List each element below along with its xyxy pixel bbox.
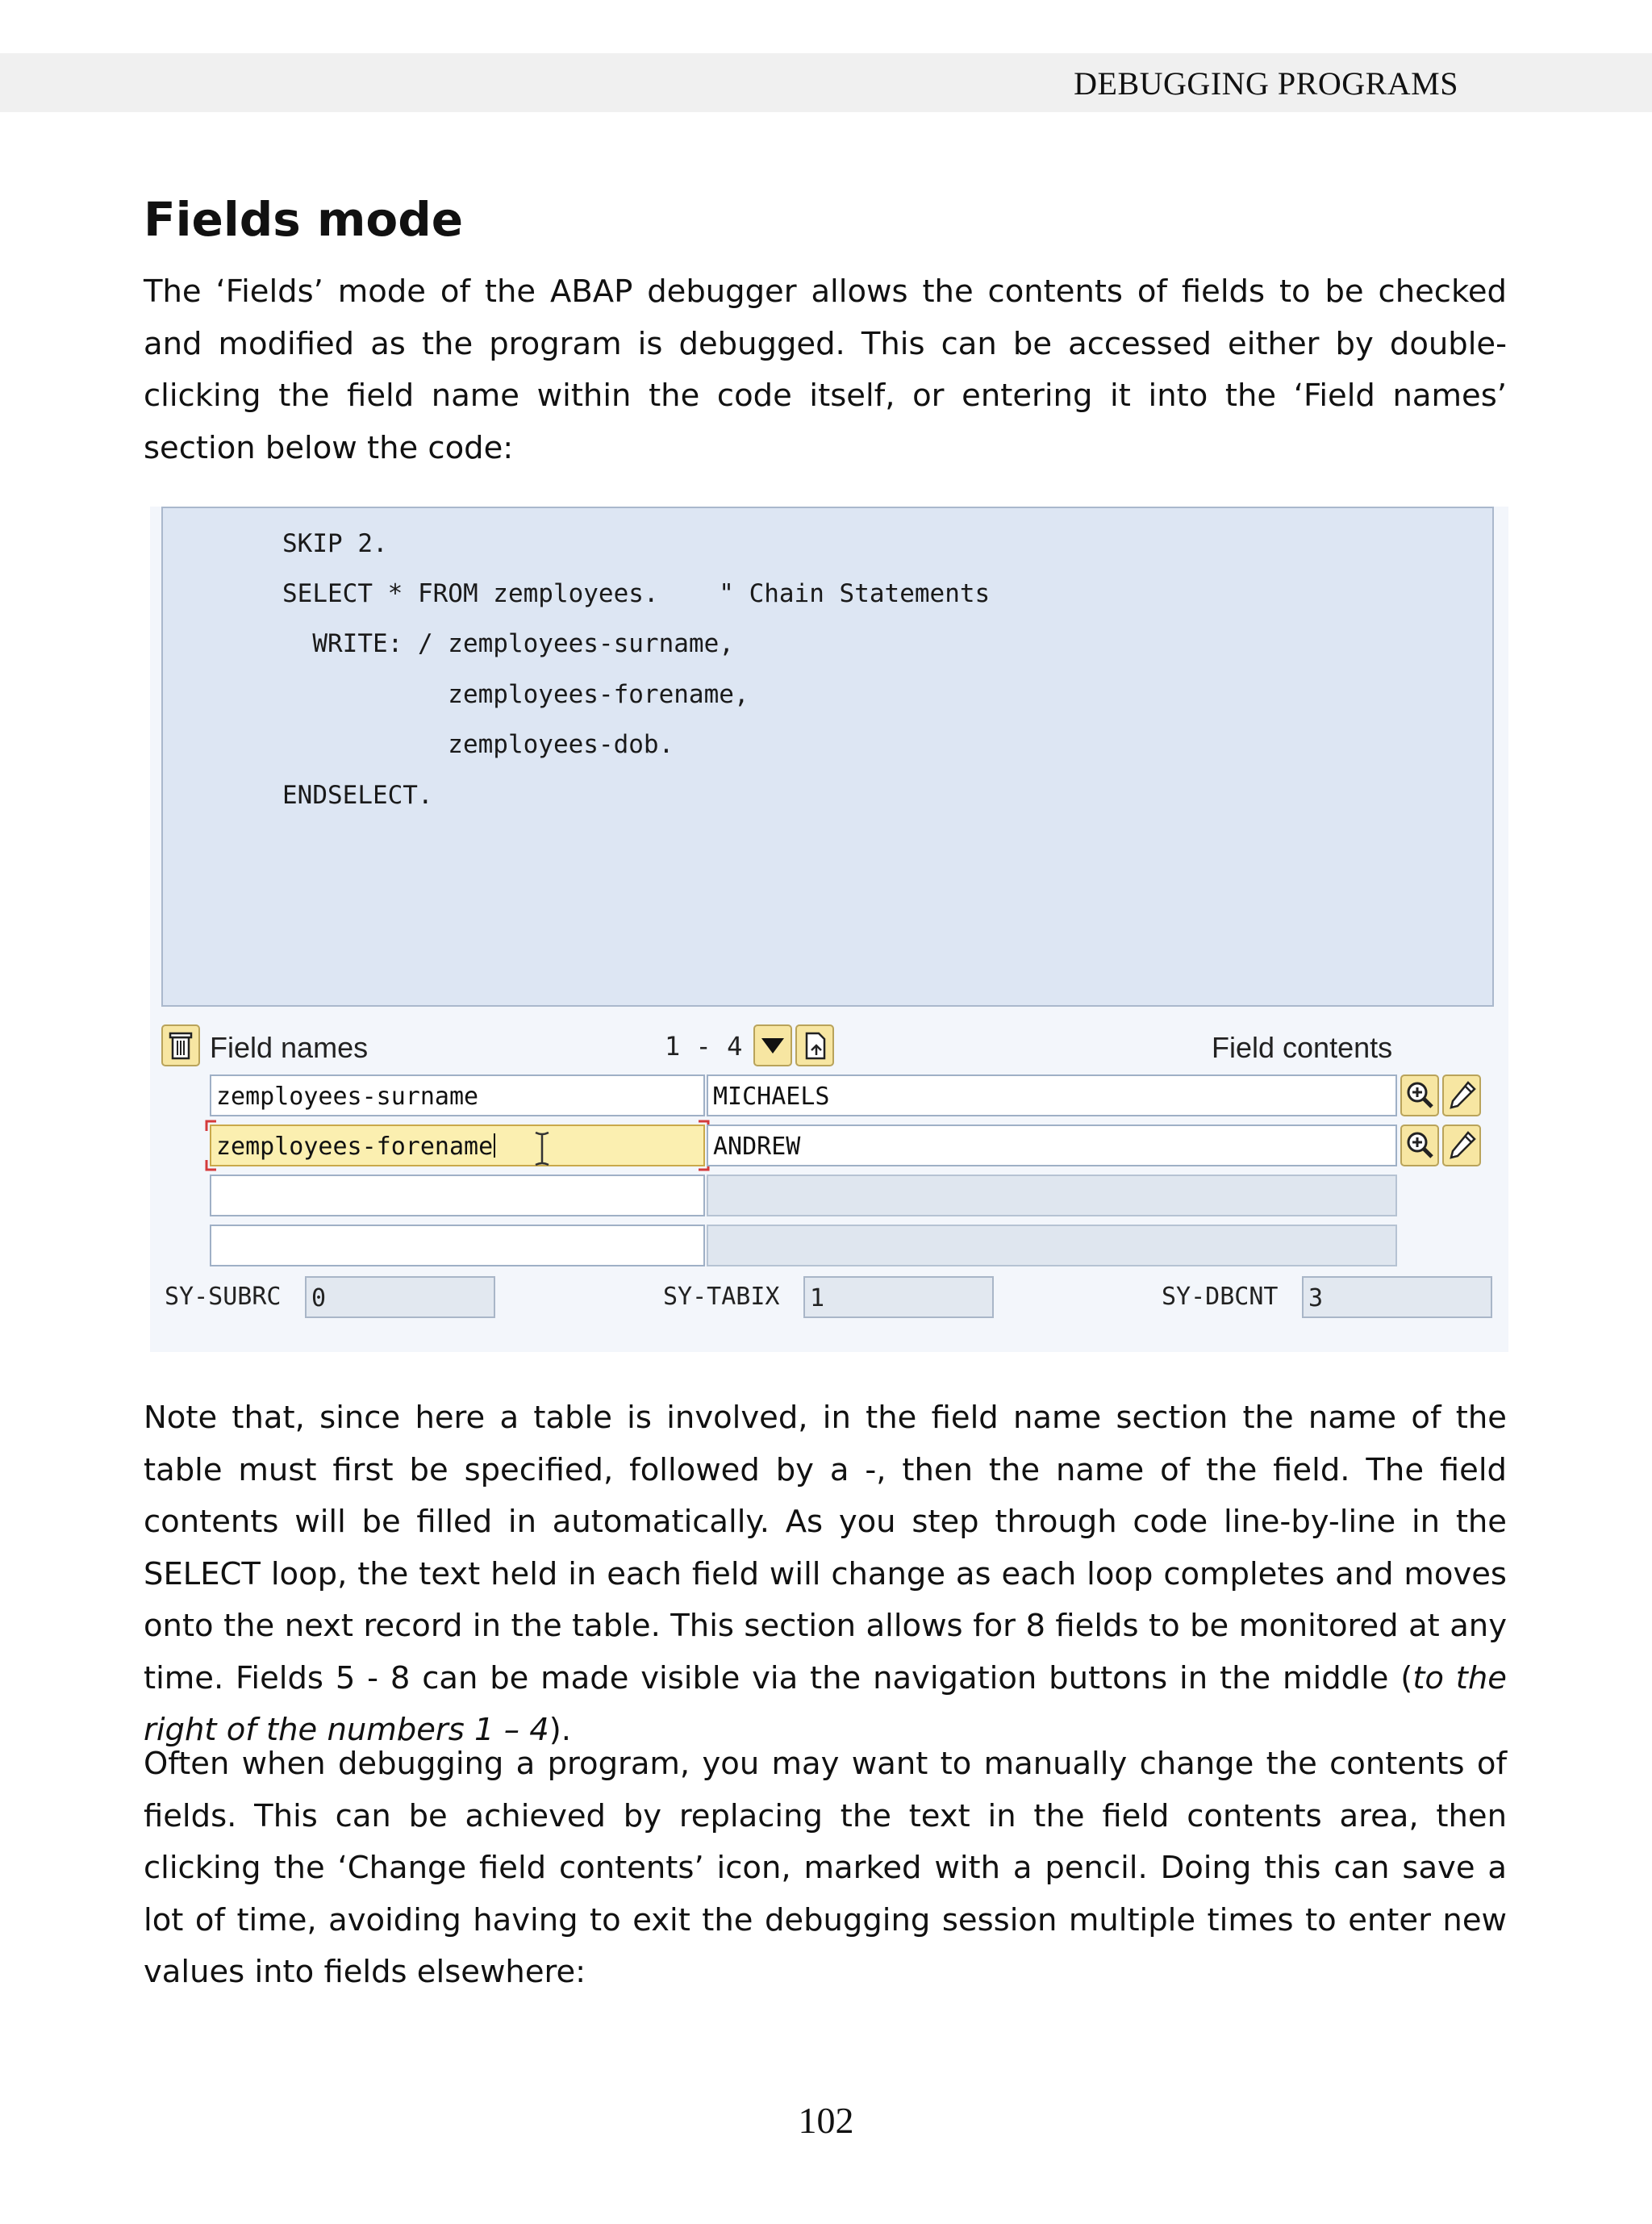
page-number: 102 [798, 2100, 854, 2141]
running-title: DEBUGGING PROGRAMS [1074, 65, 1458, 102]
sy-tabix-label: SY-TABIX [663, 1283, 780, 1311]
sy-dbcnt-label: SY-DBCNT [1162, 1283, 1279, 1311]
range-label: 1 - 4 [665, 1031, 743, 1062]
trash-icon[interactable] [161, 1024, 200, 1066]
i-beam-cursor-icon [532, 1131, 552, 1166]
running-header [0, 53, 1652, 112]
change-contents-paragraph: Often when debugging a program, you may want to manually change the contents of fields. This can be achieved by replacing the text in the field contents area, then clicking the ‘Change field contents’ icon, marked with a pencil. Doing this can save a lot of time, avoiding having to exit the debugging session multiple times to enter new values into fields elsewhere: [144, 1746, 1507, 1990]
field-name-text: zemployees-forename [216, 1133, 494, 1161]
pencil-icon[interactable] [1442, 1074, 1481, 1116]
code-editor-pane [161, 507, 1494, 1007]
code-line: zemployees-dob. [282, 730, 674, 759]
code-line: SELECT * FROM zemployees. " Chain Statements [282, 579, 991, 608]
pencil-icon[interactable] [1442, 1125, 1481, 1166]
sy-tabix-value: 1 [803, 1276, 994, 1318]
field-value-input [707, 1175, 1397, 1216]
field-name-input[interactable] [210, 1175, 705, 1216]
note-text-italic: to the right of the numbers 1 – 4 [144, 1659, 1507, 1748]
code-line: SKIP 2. [282, 529, 388, 558]
sy-subrc-value: 0 [305, 1276, 495, 1318]
intro-paragraph: The ‘Fields’ mode of the ABAP debugger allows the contents of fields to be checked and modified as the program is debugged. This can be accessed either by double-clicking the field name within the code itself, or entering it into the ‘Field names’ section below the code: [144, 273, 1507, 466]
down-arrow-icon[interactable] [753, 1024, 792, 1066]
field-value-input[interactable]: ANDREW [707, 1125, 1397, 1166]
field-names-label: Field names [210, 1031, 369, 1064]
code-line: zemployees-forename, [282, 680, 749, 709]
note-text-start: Note that, since here a table is involved, in the field name section the name of the table must first be specified, followed by a -, then the name of the field. The field contents will be filled in automatically. As you step through code line-by-line in the SELECT loop, the text held in each field will change as each loop completes and moves onto the next record in the table. This section allows for 8 fields to be monitored at any time. Fields 5 - 8 can be made visible via the navigation buttons in the middle ( [144, 1400, 1507, 1696]
debugger-screenshot [150, 507, 1508, 1352]
sy-dbcnt-value: 3 [1302, 1276, 1492, 1318]
magnifier-plus-icon[interactable] [1400, 1125, 1439, 1166]
page-icon[interactable] [795, 1024, 834, 1066]
field-contents-label: Field contents [1212, 1031, 1393, 1064]
magnifier-plus-icon[interactable] [1400, 1074, 1439, 1116]
section-title: Fields mode [144, 192, 464, 247]
field-value-input[interactable]: MICHAELS [707, 1074, 1397, 1116]
focus-corner-marks [205, 1120, 710, 1171]
note-text-end: ). [549, 1712, 572, 1748]
field-name-input[interactable]: zemployees-surname [210, 1074, 705, 1116]
code-line: ENDSELECT. [282, 781, 433, 810]
sy-subrc-label: SY-SUBRC [165, 1283, 282, 1311]
field-name-input[interactable] [210, 1225, 705, 1266]
code-line: WRITE: / zemployees-surname, [282, 629, 734, 658]
note-paragraph [144, 1392, 1507, 1757]
field-value-input [707, 1225, 1397, 1266]
